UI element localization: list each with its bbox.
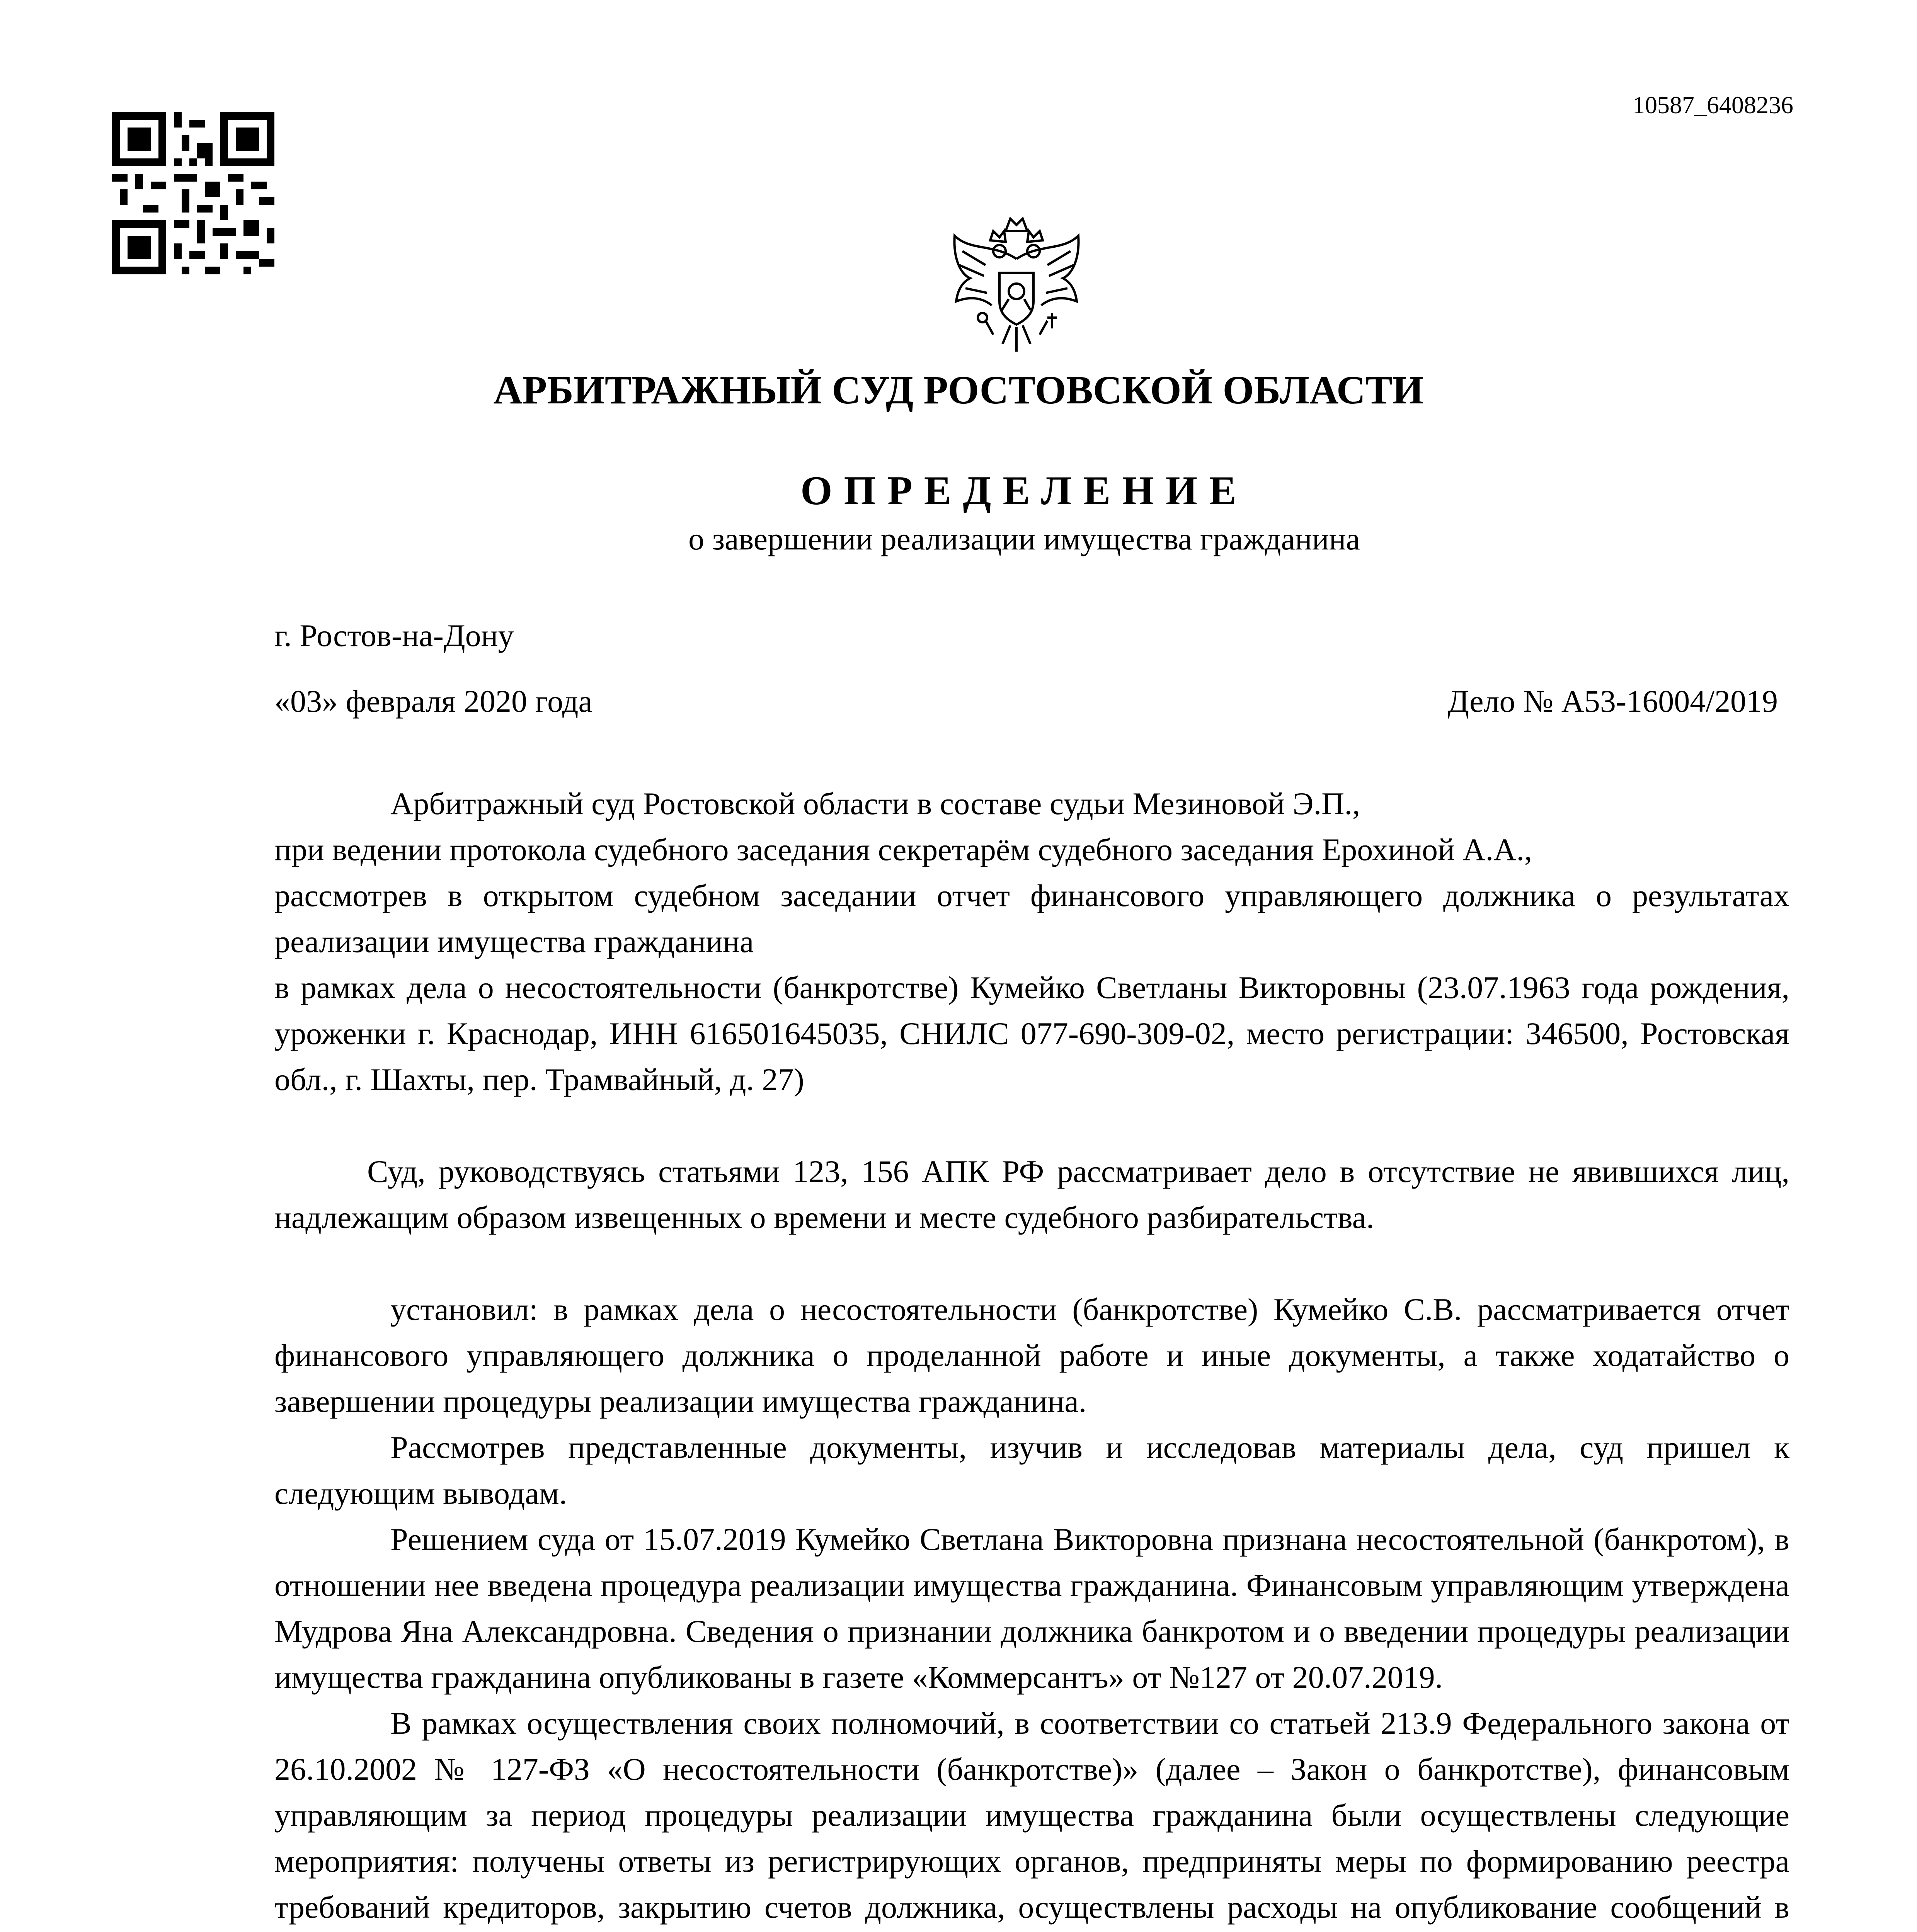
document-id: 10587_6408236 — [1633, 91, 1793, 119]
paragraph-decision: Решением суда от 15.07.2019 Кумейко Светлана Викторовна признана несостоятельной (банкротом), в отношении нее введена процедура реализации имущества гражданина. Финансовым управляющим утверждена Мудрова Яна Александровна. Сведения о признании должника банкротом и о введении процедуры реализации имущества гражданина опубликованы в газете «Коммерсантъ» от №127 от 20.07.2019. — [274, 1522, 1789, 1695]
paragraph-absence-hearing: Суд, руководствуясь статьями 123, 156 АПК РФ рассматривает дело в отсутствие не явившихся лиц, надлежащим образом извещенных о времени и месте судебного разбирательства. — [274, 1154, 1789, 1235]
paragraph-considered: рассмотрев в открытом судебном заседании отчет финансового управляющего должника о результатах реализации имущества гражданина — [274, 878, 1789, 959]
paragraph-established: установил: в рамках дела о несостоятельности (банкротстве) Кумейко С.В. рассматривается отчет финансового управляющего должника о проделанной работе и иные документы, а также ходатайство о завершении процедуры реализации имущества гражданина. — [274, 1292, 1789, 1419]
case-number: Дело № А53-16004/2019 — [1447, 684, 1778, 719]
document-type-title: ОПРЕДЕЛЕНИЕ — [800, 468, 1248, 513]
document-date: «03» февраля 2020 года — [274, 684, 592, 719]
coat-of-arms-icon — [939, 205, 1094, 367]
document-body — [274, 781, 1789, 1932]
paragraph-debtor-details: в рамках дела о несостоятельности (банкротстве) Кумейко Светланы Викторовны (23.07.1963 года рождения, уроженки г. Краснодар, ИНН 616501645035, СНИЛС 077-690-309-02, место регистрации: 346500, Ростовская обл., г. Шахты, пер. Трамвайный, д. 27) — [274, 970, 1789, 1097]
document-subtitle: о завершении реализации имущества гражданина — [688, 521, 1360, 556]
qr-code-icon — [112, 112, 274, 274]
paragraph-review: Рассмотрев представленные документы, изучив и исследовав материалы дела, суд пришел к следующим выводам. — [274, 1430, 1789, 1511]
city: г. Ростов-на-Дону — [274, 618, 514, 653]
paragraph-court-composition: Арбитражный суд Ростовской области в составе судьи Мезиновой Э.П., — [390, 786, 1360, 821]
paragraph-powers: В рамках осуществления своих полномочий, в соответствии со статьей 213.9 Федерального закона от 26.10.2002 № 127-ФЗ «О несостоятельности (банкротстве)» (далее – Закон о банкротстве), финансовым управляющим за период процедуры реализации имущества гражданина были осуществлены следующие мероприятия: получены ответы из регистрирующих органов, предприняты меры по формированию реестра требований кредиторов, закрытию счетов должника, осуществлены расходы на опубликование сообщений в — [274, 1706, 1789, 1925]
paragraph-secretary: при ведении протокола судебного заседания секретарём судебного заседания Ерохиной А.А., — [274, 832, 1532, 867]
court-name: АРБИТРАЖНЫЙ СУД РОСТОВСКОЙ ОБЛАСТИ — [493, 368, 1424, 412]
